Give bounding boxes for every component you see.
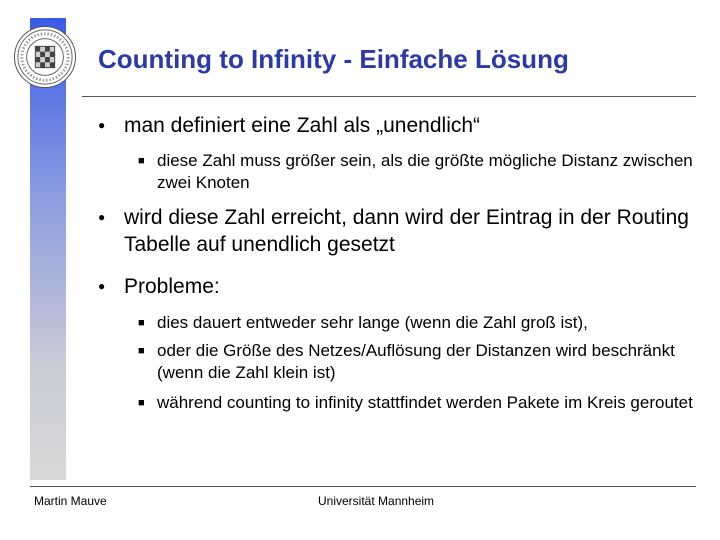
sub-bullet-text: oder die Größe des Netzes/Auflösung der Distanzen wird beschränkt (wenn die Zahl klein ist) xyxy=(157,341,675,382)
sub-bullet-text: während counting to infinity stattfindet werden Pakete im Kreis geroutet xyxy=(157,393,693,412)
bullet-item xyxy=(98,273,698,300)
sub-bullet-item xyxy=(138,312,698,334)
sub-bullet-icon: ■ xyxy=(138,317,145,329)
sub-bullet-text: diese Zahl muss größer sein, als die größte mögliche Distanz zwischen zwei Knoten xyxy=(157,151,693,192)
header-divider xyxy=(82,96,696,97)
bullet-text: Probleme: xyxy=(124,275,220,298)
sub-bullet-icon: ■ xyxy=(138,155,145,167)
sub-bullet-item xyxy=(138,392,698,414)
footer-institution: Universität Mannheim xyxy=(318,494,435,508)
sub-bullet-item xyxy=(138,150,698,194)
university-seal-logo xyxy=(14,26,76,88)
bullet-icon: ● xyxy=(98,210,106,224)
bullet-item xyxy=(98,112,698,139)
bullet-text: wird diese Zahl erreicht, dann wird der Eintrag in der Routing Tabelle auf unendlich gesetzt xyxy=(124,206,689,256)
bullet-item xyxy=(98,204,698,258)
seal-icon xyxy=(15,27,75,87)
slide-title: Counting to Infinity - Einfache Lösung xyxy=(98,44,569,74)
footer-author: Martin Mauve xyxy=(34,494,107,508)
sub-bullet-icon: ■ xyxy=(138,397,145,409)
bullet-icon: ● xyxy=(98,279,106,293)
sub-bullet-icon: ■ xyxy=(138,345,145,357)
sub-bullet-item xyxy=(138,340,698,384)
footer-divider xyxy=(30,486,696,487)
bullet-icon: ● xyxy=(98,118,106,132)
bullet-text: man definiert eine Zahl als „unendlich“ xyxy=(124,114,481,137)
sub-bullet-text: dies dauert entweder sehr lange (wenn die Zahl groß ist), xyxy=(157,313,588,332)
